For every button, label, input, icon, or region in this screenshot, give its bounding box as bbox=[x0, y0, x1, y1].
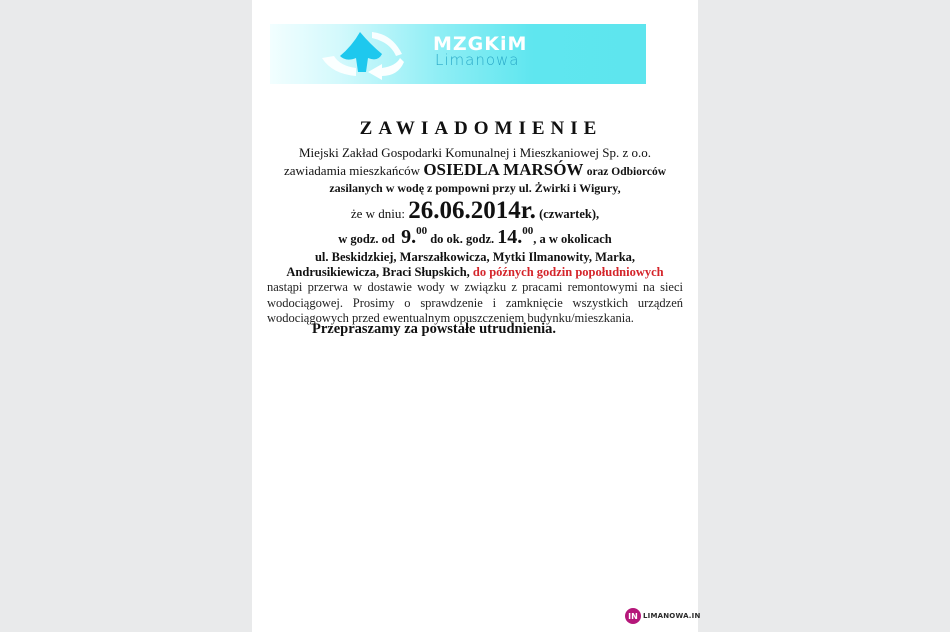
watermark-text: LIMANOWA.IN bbox=[643, 612, 701, 620]
estate-name: OSIEDLA MARSÓW bbox=[423, 160, 584, 179]
hours-suffix: , a w okolicach bbox=[533, 232, 612, 246]
outage-weekday: (czwartek), bbox=[539, 207, 600, 221]
recipients-line bbox=[252, 160, 698, 180]
recipients-suffix: oraz Odbiorców bbox=[586, 166, 667, 178]
extended-outage-note: do późnych godzin popołudniowych bbox=[472, 265, 664, 279]
hours-prefix: w godz. od bbox=[338, 232, 395, 246]
date-prefix: że w dniu: bbox=[350, 206, 406, 221]
hour-from: 9. bbox=[401, 226, 417, 248]
issuer-line: Miejski Zakład Gospodarki Komunalnej i Mieszkaniowej Sp. z o.o. bbox=[298, 145, 652, 160]
pump-station-line: zasilanych w wodę z pompowni przy ul. Żwirki i Wigury, bbox=[329, 181, 621, 195]
mzgkim-logo-banner bbox=[270, 24, 646, 84]
hour-to: 14. bbox=[497, 226, 523, 248]
hours-middle: do ok. godz. bbox=[430, 232, 495, 246]
outage-date: 26.06.2014r. bbox=[408, 197, 536, 224]
recipients-prefix: zawiadamia mieszkańców bbox=[283, 163, 421, 178]
date-line bbox=[252, 197, 698, 225]
hour-from-minutes: 00 bbox=[416, 225, 428, 237]
hours-line bbox=[252, 225, 698, 249]
brand-city: Limanowa bbox=[435, 51, 520, 69]
hour-to-minutes: 00 bbox=[522, 225, 534, 237]
limanowa-in-logo-icon: IN bbox=[625, 608, 641, 624]
document-page bbox=[252, 0, 701, 632]
streets-line-2 bbox=[252, 265, 698, 280]
outage-paragraph bbox=[267, 280, 683, 327]
paragraph-line: wodociągowej. Prosimy o sprawdzenie i zamknięcie wszystkich urządzeń bbox=[267, 295, 683, 310]
recycle-arrow-icon bbox=[312, 28, 412, 80]
streets-continued: Andrusikiewicza, Braci Słupskich, bbox=[286, 265, 470, 279]
notice-title: ZAWIADOMIENIE bbox=[359, 118, 603, 139]
brand-name: MZGKiM bbox=[433, 33, 528, 55]
limanowa-in-watermark bbox=[625, 607, 701, 625]
apology-line: Przepraszamy za powstałe utrudnienia. bbox=[312, 321, 557, 337]
streets-line: ul. Beskidzkiej, Marszałkowicza, Mytki Ilmanowity, Marka, bbox=[314, 250, 636, 264]
paragraph-line: nastąpi przerwa w dostawie wody w związku z pracami remontowymi na sieci bbox=[267, 280, 683, 294]
paragraph-line: wodociągowych przed ewentualnym opuszczeniem budynku/mieszkania. bbox=[267, 311, 634, 325]
